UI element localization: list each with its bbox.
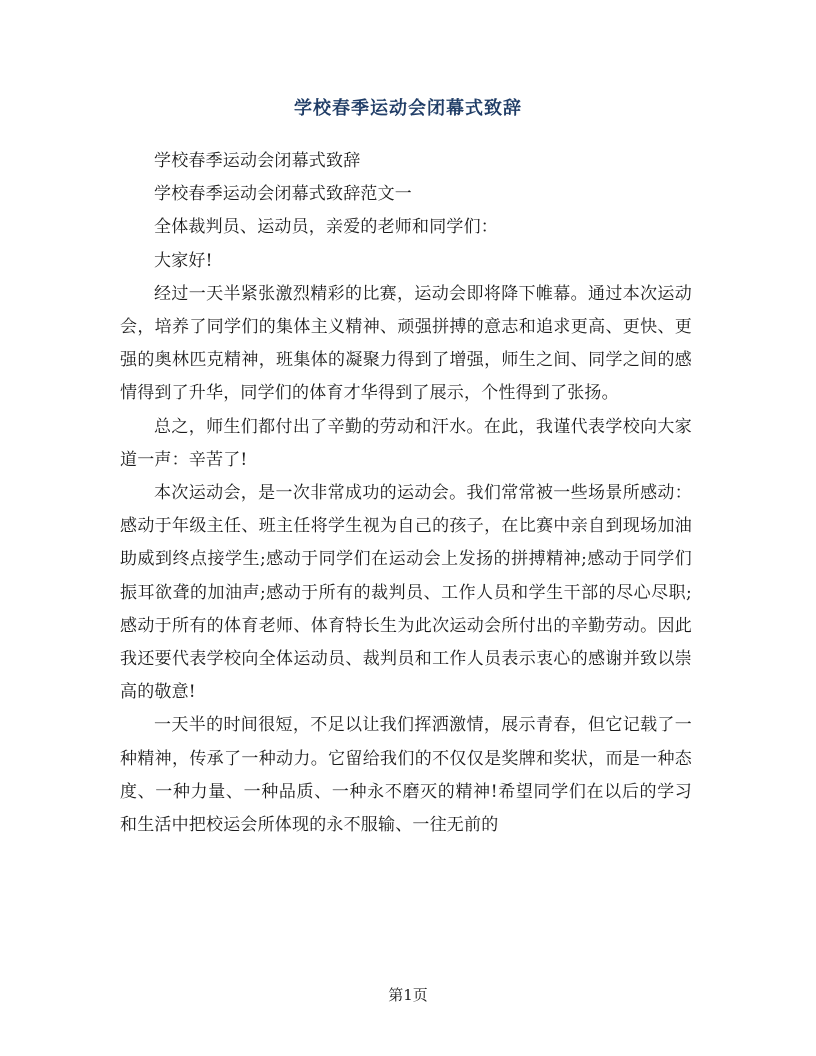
document-title: 学校春季运动会闭幕式致辞: [294, 98, 522, 119]
paragraph-body-3: 本次运动会，是一次非常成功的运动会。我们常常被一些场景所感动：感动于年级主任、班主任将学生视为自己的孩子，在比赛中亲自到现场加油助威到终点接学生;感动于同学们在运动会上发扬的拼搏精神;感动于同学们振耳欲聋的加油声;感动于所有的裁判员、工作人员和学生干部的尽心尽职;感动于所有的体育老师、体育特长生为此次运动会所付出的辛勤劳动。因此我还要代表学校向全体运动员、裁判员和工作人员表示衷心的感谢并致以崇高的敬意!: [120, 483, 692, 703]
paragraph-body-1: 经过一天半紧张激烈精彩的比赛，运动会即将降下帷幕。通过本次运动会，培养了同学们的集体主义精神、顽强拼搏的意志和追求更高、更快、更强的奥林匹克精神，班集体的凝聚力得到了增强，师生之间、同学之间的感情得到了升华，同学们的体育才华得到了展示，个性得到了张扬。: [120, 283, 692, 404]
paragraph-heading: 学校春季运动会闭幕式致辞: [154, 151, 361, 171]
document-body: [120, 145, 692, 842]
paragraph-subheading: 学校春季运动会闭幕式致辞范文一: [154, 184, 412, 205]
paragraph-salutation: 全体裁判员、运动员，亲爱的老师和同学们：: [154, 217, 498, 238]
paragraph-body-2: 总之，师生们都付出了辛勤的劳动和汗水。在此，我谨代表学校向大家道一声：辛苦了!: [120, 416, 692, 470]
paragraph-body-4: 一天半的时间很短，不足以让我们挥洒激情，展示青春，但它记载了一种精神，传承了一种动力。它留给我们的不仅仅是奖牌和奖状，而是一种态度、一种力量、一种品质、一种永不磨灭的精神!希望同学们在以后的学习和生活中把校运会所体现的永不服输、一往无前的: [120, 715, 692, 836]
paragraph-greeting: 大家好!: [154, 250, 213, 271]
page-number: 第1页: [388, 986, 428, 1004]
